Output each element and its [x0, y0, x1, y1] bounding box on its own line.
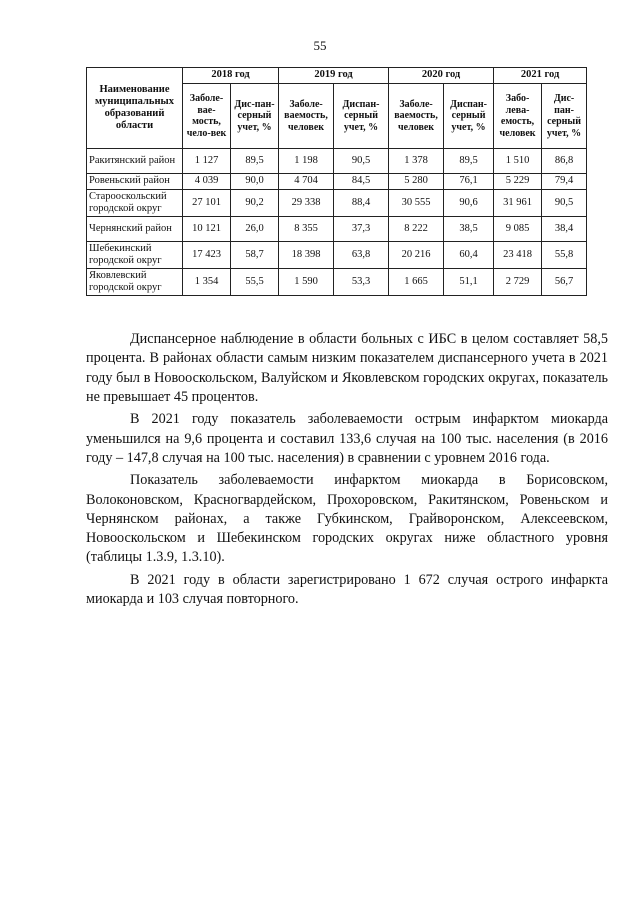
table-cell: 53,3 [334, 269, 389, 296]
municipality-header: Наименование муниципальных образований области [87, 68, 183, 149]
subheader-dispensary-2019: Диспан-серный учет, % [334, 84, 389, 149]
row-name: Ракитянский район [87, 149, 183, 174]
subheader-morbidity-2019: Заболе-ваемость, человек [279, 84, 334, 149]
year-header-2020: 2020 год [389, 68, 494, 84]
table-row [87, 242, 587, 269]
table-cell: 38,4 [542, 217, 587, 242]
body-text [86, 330, 608, 609]
table-cell: 18 398 [279, 242, 334, 269]
table-cell: 86,8 [542, 149, 587, 174]
subheader-dispensary-2021: Дис-пан-серный учет, % [542, 84, 587, 149]
table-cell: 90,6 [444, 190, 494, 217]
row-name: Ровеньский район [87, 174, 183, 190]
table-cell: 8 355 [279, 217, 334, 242]
table-cell: 27 101 [183, 190, 231, 217]
row-name: Яковлевский городской округ [87, 269, 183, 296]
subheader-morbidity-2018: Заболе-вае-мость, чело-век [183, 84, 231, 149]
paragraph: Показатель заболеваемости инфарктом миокарда в Борисовском, Волоконовском, Красногвардейском, Прохоровском, Ракитянском, Ровеньском и Чернянском районах, а также Губкинском, Грайворонском, Алексеевском, Новооскольском и Шебекинском городских округах ниже областного уровня (таблицы 1.3.9, 1.3.10). [86, 472, 608, 566]
table-cell: 63,8 [334, 242, 389, 269]
year-header-2019: 2019 год [279, 68, 389, 84]
table-cell: 4 039 [183, 174, 231, 190]
subheader-morbidity-2020: Заболе-ваемость, человек [389, 84, 444, 149]
table-cell: 58,7 [231, 242, 279, 269]
row-name: Шебекинский городской округ [87, 242, 183, 269]
table-cell: 9 085 [494, 217, 542, 242]
paragraph: В 2021 году показатель заболеваемости острым инфарктом миокарда уменьшился на 9,6 процента и составил 133,6 случая на 100 тыс. населения (в 2016 году – 147,8 случая на 100 тыс. населения) в сравнении с уровнем 2016 года. [86, 411, 608, 466]
table-row [87, 217, 587, 242]
table-cell: 26,0 [231, 217, 279, 242]
year-header-2018: 2018 год [183, 68, 279, 84]
table-cell: 1 665 [389, 269, 444, 296]
table-cell: 84,5 [334, 174, 389, 190]
table-cell: 30 555 [389, 190, 444, 217]
paragraph: В 2021 году в области зарегистрировано 1 672 случая острого инфаркта миокарда и 103 случая повторного. [86, 571, 608, 608]
table-cell: 89,5 [231, 149, 279, 174]
table-cell: 89,5 [444, 149, 494, 174]
table-cell: 88,4 [334, 190, 389, 217]
table-cell: 5 229 [494, 174, 542, 190]
table-cell: 10 121 [183, 217, 231, 242]
table-cell: 31 961 [494, 190, 542, 217]
table-cell: 60,4 [444, 242, 494, 269]
table-row [87, 190, 587, 217]
table-cell: 37,3 [334, 217, 389, 242]
table-cell: 56,7 [542, 269, 587, 296]
table-cell: 29 338 [279, 190, 334, 217]
morbidity-table [86, 67, 587, 296]
table-cell: 8 222 [389, 217, 444, 242]
table-cell: 1 378 [389, 149, 444, 174]
table-cell: 17 423 [183, 242, 231, 269]
table-cell: 55,8 [542, 242, 587, 269]
table-cell: 55,5 [231, 269, 279, 296]
year-header-2021: 2021 год [494, 68, 587, 84]
paragraph: Диспансерное наблюдение в области больных с ИБС в целом составляет 58,5 процента. В районах области самым низким показателем диспансерного учета в 2021 году был в Новооскольском, Валуйском и Яковлевском городских округах, показатель не превышает 45 процентов. [86, 331, 608, 405]
subheader-morbidity-2021: Забо-лева-емость, человек [494, 84, 542, 149]
table-cell: 2 729 [494, 269, 542, 296]
table-cell: 90,5 [334, 149, 389, 174]
table-cell: 5 280 [389, 174, 444, 190]
subheader-dispensary-2020: Диспан-серный учет, % [444, 84, 494, 149]
row-name: Старооскольский городской округ [87, 190, 183, 217]
table-row [87, 174, 587, 190]
table-cell: 1 354 [183, 269, 231, 296]
table-cell: 90,2 [231, 190, 279, 217]
table-cell: 1 510 [494, 149, 542, 174]
table-cell: 76,1 [444, 174, 494, 190]
table-cell: 1 198 [279, 149, 334, 174]
table-cell: 1 590 [279, 269, 334, 296]
table-row [87, 149, 587, 174]
row-name: Чернянский район [87, 217, 183, 242]
table-cell: 38,5 [444, 217, 494, 242]
page-number: 55 [313, 38, 327, 53]
table-cell: 90,5 [542, 190, 587, 217]
table-row [87, 269, 587, 296]
table-cell: 90,0 [231, 174, 279, 190]
table-cell: 51,1 [444, 269, 494, 296]
subheader-dispensary-2018: Дис-пан-серный учет, % [231, 84, 279, 149]
table-cell: 1 127 [183, 149, 231, 174]
table-cell: 4 704 [279, 174, 334, 190]
table-cell: 79,4 [542, 174, 587, 190]
table-cell: 20 216 [389, 242, 444, 269]
table-cell: 23 418 [494, 242, 542, 269]
